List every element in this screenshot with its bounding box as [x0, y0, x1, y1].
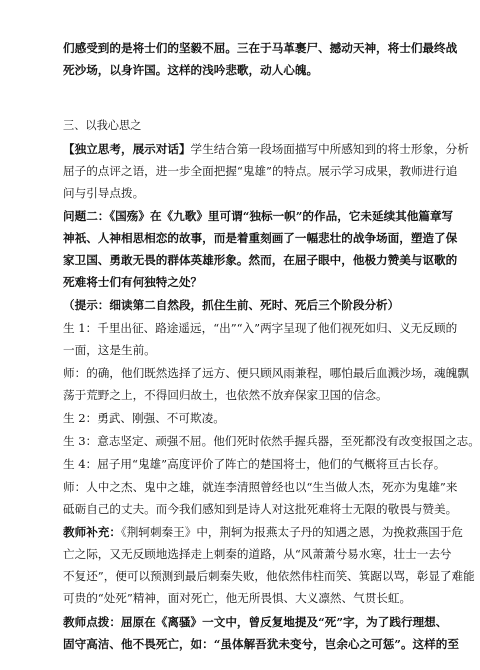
paragraph-1-line-1: 们感受到的是将士们的坚毅不屈。三在于马革裹尸、撼动天神，将士们最终战 [63, 41, 458, 55]
teacher-supplement-line-2: 亡之际，又无反顾地选择走上刺秦的道路，从“风萧萧兮易水寒，壮士一去兮 [63, 547, 452, 561]
teacher-supplement-line-4: 可贵的“处死”精神，面对死亡，他无所畏惧、大义凛然、气贯长虹。 [63, 591, 412, 605]
question-2-line-4: 死难将士们有何独特之处？ [63, 275, 203, 289]
independent-thinking-line-2: 屈子的点评之语，进一步全面把握“鬼雄”的特点。展示学习成果，教师进行追 [63, 164, 458, 178]
paragraph-1-line-2: 死沙场，以身许国。这样的浅吟悲歌，动人心魄。 [63, 63, 319, 77]
student-3: 生 3：意志坚定、顽强不屈。他们死时依然手握兵器，至死都没有改变报国之志。 [63, 434, 480, 448]
independent-thinking-label: 【独立思考，展示对话】 [63, 142, 191, 156]
independent-thinking-line-1 [63, 141, 469, 157]
teacher-2-line-2: 砥砺自己的丈夫。而今我们感知到是诗人对这批死难将士无限的敬畏与赞美。 [63, 502, 458, 516]
student-4: 生 4：屈子用“鬼雄”高度评价了阵亡的楚国将士，他们的气概将亘古长存。 [63, 457, 446, 471]
teacher-guidance-line-2: 固守高洁、他不畏死亡，如：“虽体解吾犹未变兮，岂余心之可惩”。这样的至 [63, 637, 459, 651]
question-2-line-2: 神祇、人神相思相恋的故事，而是着重刻画了一幅悲壮的战争场面，塑造了保 [63, 231, 458, 245]
teacher-supplement-text: 《荆轲刺秦王》中，荆轲为报燕太子丹的知遇之恩，为挽救燕国于危 [120, 525, 463, 539]
teacher-1-line-2: 荡于荒野之上，不得回归故土，也依然不放弃保家卫国的信念。 [63, 388, 388, 402]
teacher-guidance-line-1: 教师点拨：屈原在《离骚》一文中，曾反复地提及“死”字，为了践行理想、 [63, 615, 448, 629]
teacher-2-line-1: 师：人中之杰、鬼中之雄，就连李清照曾经也以“生当做人杰，死亦为鬼雄”来 [63, 480, 458, 494]
teacher-1-line-1: 师：的确，他们既然选择了远方、便只顾风雨兼程，哪怕最后血溅沙场，魂魄飘 [63, 366, 469, 380]
question-2-hint: （提示：细读第二自然段，抓住生前、死时、死后三个阶段分析） [63, 298, 400, 312]
student-1-line-2: 一面，这是生前。 [63, 343, 156, 357]
teacher-supplement-line-1 [63, 524, 463, 540]
teacher-supplement-line-3: 不复还”，便可以预测到最后刺秦失败，他依然伟柱而笑、箕踞以骂，彰显了难能 [63, 569, 475, 583]
question-2-line-1: 问题二：《国殇》在《九歌》里可谓“独标一帜”的作品，它未延续其他篇章写 [63, 209, 454, 223]
student-1-line-1: 生 1：千里出征、路途遥远，“出”“入”两字呈现了他们视死如归、义无反顾的 [63, 321, 458, 335]
question-2-line-3: 家卫国、勇敢无畏的群体英雄形象。然而，在屈子眼中，他极力赞美与讴歌的 [63, 253, 458, 267]
independent-thinking-text: 学生结合第一段场面描写中所感知到的将士形象，分析 [190, 142, 469, 156]
independent-thinking-line-3: 问与引导点拨。 [63, 186, 145, 200]
teacher-supplement-label: 教师补充： [63, 525, 121, 539]
section-heading: 三、以我心思之 [63, 119, 142, 132]
student-2: 生 2：勇武、刚强、不可欺凌。 [63, 411, 225, 425]
